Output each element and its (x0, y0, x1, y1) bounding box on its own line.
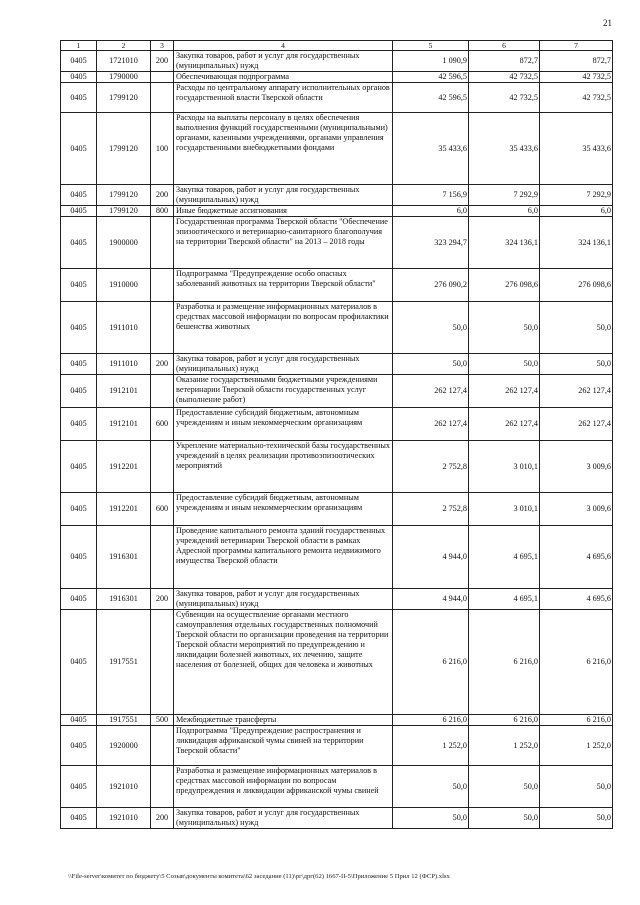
row-target-article-code: 1911010 (97, 354, 151, 375)
row-amount-col7: 3 009,6 (540, 493, 613, 526)
table-row (61, 354, 613, 375)
row-expense-type-code (151, 610, 174, 715)
row-expense-type-code: 200 (151, 589, 174, 610)
table-row (61, 113, 613, 185)
row-amount-col7: 6 216,0 (540, 715, 613, 726)
table-row (61, 408, 613, 441)
row-section-code: 0405 (61, 766, 97, 808)
table-row (61, 375, 613, 408)
row-amount-col6: 50,0 (469, 302, 540, 354)
table-row (61, 808, 613, 829)
row-description: Закупка товаров, работ и услуг для государственных (муниципальных) нужд (174, 808, 393, 829)
row-amount-col7: 7 292,9 (540, 185, 613, 206)
row-amount-col6: 42 732,5 (469, 83, 540, 113)
row-amount-col7: 50,0 (540, 302, 613, 354)
row-description: Закупка товаров, работ и услуг для государственных (муниципальных) нужд (174, 51, 393, 72)
row-amount-col7: 6 216,0 (540, 610, 613, 715)
row-section-code: 0405 (61, 715, 97, 726)
row-amount-col7: 50,0 (540, 766, 613, 808)
row-amount-col6: 42 732,5 (469, 72, 540, 83)
row-target-article-code: 1900000 (97, 217, 151, 269)
row-expense-type-code (151, 83, 174, 113)
row-target-article-code: 1917551 (97, 610, 151, 715)
row-amount-col6: 4 695,1 (469, 589, 540, 610)
row-amount-col6: 262 127,4 (469, 408, 540, 441)
row-section-code: 0405 (61, 726, 97, 766)
row-section-code: 0405 (61, 589, 97, 610)
row-amount-col5: 4 944,0 (393, 589, 469, 610)
row-description: Предоставление субсидий бюджетным, автономным учреждениям и иным некоммерческим организациям (174, 493, 393, 526)
row-target-article-code: 1799120 (97, 185, 151, 206)
row-amount-col6: 50,0 (469, 766, 540, 808)
row-section-code: 0405 (61, 72, 97, 83)
row-description: Проведение капитального ремонта зданий государственных учреждений ветеринарии Тверской области в рамках Адресной программы капитального ремонта недвижимого имущества Тверской области (174, 526, 393, 589)
row-amount-col7: 42 732,5 (540, 72, 613, 83)
row-target-article-code: 1721010 (97, 51, 151, 72)
row-amount-col6: 6 216,0 (469, 715, 540, 726)
row-description: Закупка товаров, работ и услуг для государственных (муниципальных) нужд (174, 354, 393, 375)
row-amount-col7: 6,0 (540, 206, 613, 217)
table-row (61, 72, 613, 83)
row-amount-col5: 50,0 (393, 302, 469, 354)
row-expense-type-code: 200 (151, 354, 174, 375)
row-expense-type-code: 200 (151, 185, 174, 206)
row-amount-col6: 262 127,4 (469, 375, 540, 408)
row-amount-col6: 3 010,1 (469, 493, 540, 526)
row-amount-col5: 42 596,5 (393, 83, 469, 113)
row-expense-type-code: 200 (151, 808, 174, 829)
row-expense-type-code: 500 (151, 715, 174, 726)
row-target-article-code: 1921010 (97, 808, 151, 829)
row-amount-col7: 4 695,6 (540, 526, 613, 589)
row-amount-col7: 50,0 (540, 354, 613, 375)
row-description: Расходы по центральному аппарату исполнительных органов государственной власти Тверской области (174, 83, 393, 113)
row-expense-type-code (151, 766, 174, 808)
row-amount-col6: 50,0 (469, 354, 540, 375)
table-row (61, 715, 613, 726)
table-row (61, 766, 613, 808)
row-expense-type-code: 800 (151, 206, 174, 217)
row-description: Разработка и размещение информационных материалов в средствах массовой информации по вопросам профилактики бешенства животных (174, 302, 393, 354)
row-amount-col6: 1 252,0 (469, 726, 540, 766)
row-description: Укрепление материально-технической базы государственных учреждений в целях реализации противоэпизоотических мероприятий (174, 441, 393, 493)
row-amount-col6: 6 216,0 (469, 610, 540, 715)
row-description: Оказание государственными бюджетными учреждениями ветеринарии Тверской области государственных услуг (выполнение работ) (174, 375, 393, 408)
row-target-article-code: 1799120 (97, 113, 151, 185)
table-row (61, 83, 613, 113)
row-description: Субвенции на осуществление органами местного самоуправления отдельных государственных полномочий Тверской области по организации проведения на территории Тверской области мероприятий по предупреждению и ликвидации болезней животных, их лечению, защите населения от болезней, общих для человека и животных (174, 610, 393, 715)
header-col-5: 5 (393, 41, 469, 51)
table-row (61, 610, 613, 715)
row-section-code: 0405 (61, 217, 97, 269)
row-target-article-code: 1911010 (97, 302, 151, 354)
row-description: Закупка товаров, работ и услуг для государственных (муниципальных) нужд (174, 185, 393, 206)
row-amount-col7: 42 732,5 (540, 83, 613, 113)
row-amount-col6: 4 695,1 (469, 526, 540, 589)
row-amount-col7: 35 433,6 (540, 113, 613, 185)
row-amount-col5: 50,0 (393, 766, 469, 808)
row-section-code: 0405 (61, 269, 97, 302)
header-col-7: 7 (540, 41, 613, 51)
row-target-article-code: 1917551 (97, 715, 151, 726)
row-amount-col6: 50,0 (469, 808, 540, 829)
row-section-code: 0405 (61, 408, 97, 441)
row-amount-col5: 50,0 (393, 808, 469, 829)
row-description: Государственная программа Тверской области "Обеспечение эпизоотического и ветеринарно-санитарного благополучия на территории Тверской области" на 2013 – 2018 годы (174, 217, 393, 269)
row-amount-col5: 1 090,9 (393, 51, 469, 72)
row-amount-col6: 276 098,6 (469, 269, 540, 302)
row-amount-col5: 276 090,2 (393, 269, 469, 302)
row-amount-col5: 6,0 (393, 206, 469, 217)
row-target-article-code: 1916301 (97, 589, 151, 610)
row-expense-type-code: 200 (151, 51, 174, 72)
row-amount-col5: 2 752,8 (393, 493, 469, 526)
row-amount-col7: 3 009,6 (540, 441, 613, 493)
row-amount-col7: 4 695,6 (540, 589, 613, 610)
row-section-code: 0405 (61, 526, 97, 589)
row-amount-col6: 324 136,1 (469, 217, 540, 269)
row-expense-type-code: 600 (151, 493, 174, 526)
row-amount-col5: 262 127,4 (393, 408, 469, 441)
row-description: Межбюджетные трансферты (174, 715, 393, 726)
row-target-article-code: 1912101 (97, 408, 151, 441)
file-path-footer: \\File-server\комитет по бюджету\5 Созыв\документы комитета\62 заседание (11)\рг\дрг(62) 1667-II-5\Приложение 5 Прил 12 (ФСР).xlsx (68, 873, 450, 880)
header-col-6: 6 (469, 41, 540, 51)
row-amount-col5: 42 596,5 (393, 72, 469, 83)
row-amount-col7: 324 136,1 (540, 217, 613, 269)
table-row (61, 726, 613, 766)
row-amount-col7: 262 127,4 (540, 408, 613, 441)
header-col-1: 1 (61, 41, 97, 51)
row-expense-type-code (151, 441, 174, 493)
row-target-article-code: 1921010 (97, 766, 151, 808)
row-section-code: 0405 (61, 375, 97, 408)
row-target-article-code: 1790000 (97, 72, 151, 83)
table-row (61, 206, 613, 217)
row-amount-col5: 35 433,6 (393, 113, 469, 185)
table-row (61, 269, 613, 302)
row-amount-col5: 6 216,0 (393, 715, 469, 726)
row-target-article-code: 1920000 (97, 726, 151, 766)
row-section-code: 0405 (61, 441, 97, 493)
row-amount-col5: 323 294,7 (393, 217, 469, 269)
row-amount-col7: 262 127,4 (540, 375, 613, 408)
row-amount-col5: 262 127,4 (393, 375, 469, 408)
budget-table (60, 40, 613, 829)
row-section-code: 0405 (61, 83, 97, 113)
row-target-article-code: 1912101 (97, 375, 151, 408)
page-number: 21 (603, 18, 612, 28)
row-expense-type-code (151, 302, 174, 354)
header-col-4: 4 (174, 41, 393, 51)
row-target-article-code: 1916301 (97, 526, 151, 589)
table-row (61, 526, 613, 589)
table-row (61, 589, 613, 610)
row-description: Разработка и размещение информационных материалов в средствах массовой информации по вопросам предупреждения и ликвидации африканской чумы свиней (174, 766, 393, 808)
row-expense-type-code (151, 269, 174, 302)
row-section-code: 0405 (61, 354, 97, 375)
row-amount-col6: 3 010,1 (469, 441, 540, 493)
row-amount-col6: 6,0 (469, 206, 540, 217)
table-row (61, 51, 613, 72)
row-description: Иные бюджетные ассигнования (174, 206, 393, 217)
row-section-code: 0405 (61, 113, 97, 185)
row-expense-type-code (151, 375, 174, 408)
row-expense-type-code (151, 526, 174, 589)
row-amount-col5: 2 752,8 (393, 441, 469, 493)
row-expense-type-code (151, 72, 174, 83)
row-expense-type-code (151, 217, 174, 269)
row-section-code: 0405 (61, 610, 97, 715)
row-amount-col7: 872,7 (540, 51, 613, 72)
row-expense-type-code: 100 (151, 113, 174, 185)
row-target-article-code: 1799120 (97, 83, 151, 113)
table-row (61, 441, 613, 493)
row-section-code: 0405 (61, 302, 97, 354)
row-section-code: 0405 (61, 51, 97, 72)
row-description: Подпрограмма "Предупреждение особо опасных заболеваний животных на территории Тверской области" (174, 269, 393, 302)
row-section-code: 0405 (61, 185, 97, 206)
row-section-code: 0405 (61, 206, 97, 217)
row-target-article-code: 1912201 (97, 493, 151, 526)
row-amount-col5: 6 216,0 (393, 610, 469, 715)
row-expense-type-code: 600 (151, 408, 174, 441)
row-target-article-code: 1912201 (97, 441, 151, 493)
header-col-3: 3 (151, 41, 174, 51)
row-description: Закупка товаров, работ и услуг для государственных (муниципальных) нужд (174, 589, 393, 610)
row-amount-col5: 4 944,0 (393, 526, 469, 589)
header-row (61, 41, 613, 51)
row-amount-col5: 50,0 (393, 354, 469, 375)
row-description: Предоставление субсидий бюджетным, автономным учреждениям и иным некоммерческим организациям (174, 408, 393, 441)
row-amount-col5: 7 156,9 (393, 185, 469, 206)
row-amount-col7: 276 098,6 (540, 269, 613, 302)
row-description: Расходы на выплаты персоналу в целях обеспечения выполнения функций государственными (муниципальными) органами, казенными учреждениями, органами управления государственными внебюджетными фондами (174, 113, 393, 185)
row-description: Обеспечивающая подпрограмма (174, 72, 393, 83)
row-amount-col7: 50,0 (540, 808, 613, 829)
row-description: Подпрограмма "Предупреждение распространения и ликвидация африканской чумы свиней на территории Тверской области" (174, 726, 393, 766)
row-amount-col6: 872,7 (469, 51, 540, 72)
table-row (61, 302, 613, 354)
row-target-article-code: 1799120 (97, 206, 151, 217)
header-col-2: 2 (97, 41, 151, 51)
row-target-article-code: 1910000 (97, 269, 151, 302)
table-row (61, 493, 613, 526)
row-amount-col6: 7 292,9 (469, 185, 540, 206)
table-row (61, 185, 613, 206)
table-row (61, 217, 613, 269)
row-amount-col6: 35 433,6 (469, 113, 540, 185)
row-section-code: 0405 (61, 808, 97, 829)
row-amount-col5: 1 252,0 (393, 726, 469, 766)
row-section-code: 0405 (61, 493, 97, 526)
row-amount-col7: 1 252,0 (540, 726, 613, 766)
row-expense-type-code (151, 726, 174, 766)
